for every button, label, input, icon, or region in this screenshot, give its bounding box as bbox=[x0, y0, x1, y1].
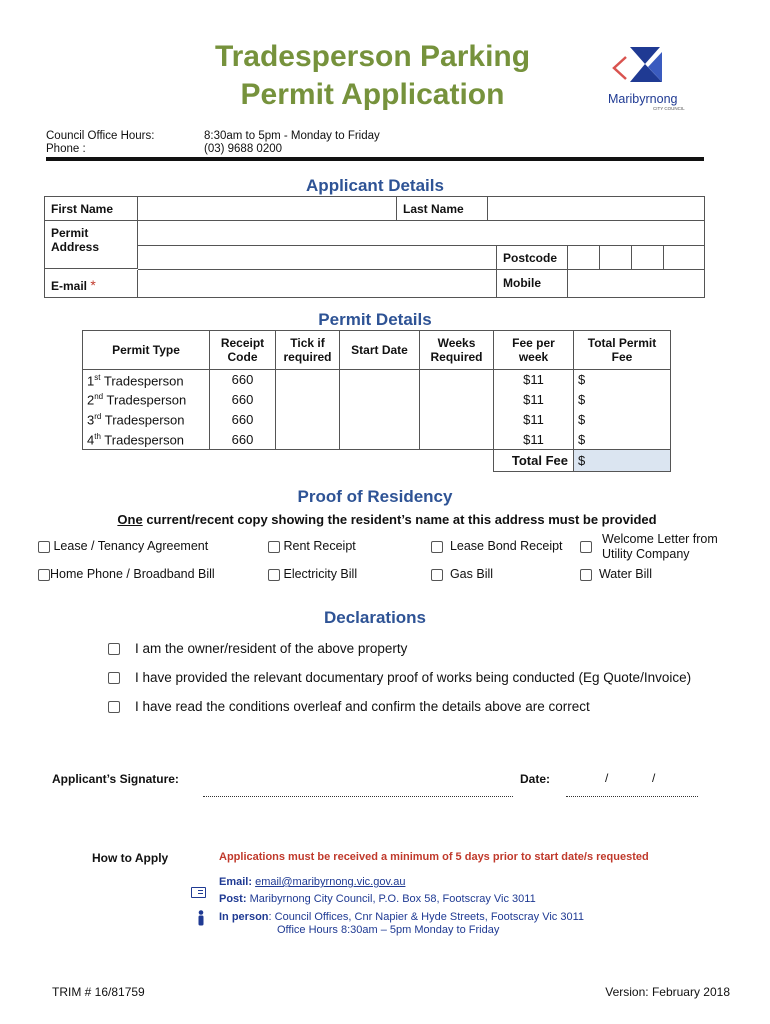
checkbox[interactable] bbox=[431, 541, 443, 553]
date-line[interactable] bbox=[566, 796, 698, 797]
postcode-digit-2[interactable] bbox=[600, 246, 632, 270]
date-slash-2: / bbox=[652, 771, 656, 785]
permit-address-field-1[interactable] bbox=[138, 221, 704, 246]
signature-line[interactable] bbox=[203, 796, 513, 797]
total-fee-cell[interactable]: $ bbox=[574, 430, 671, 450]
permit-type: Tradesperson bbox=[104, 431, 185, 447]
residency-option-label: Water Bill bbox=[598, 567, 652, 581]
postcode-label: Postcode bbox=[496, 246, 568, 270]
email-contact-label: Email: bbox=[219, 876, 253, 888]
weeks-cell[interactable] bbox=[420, 410, 494, 430]
permit-row bbox=[83, 370, 671, 390]
email-label bbox=[45, 270, 138, 297]
residency-note-text: current/recent copy showing the resident’s name at this address must be provided bbox=[142, 512, 657, 527]
declaration-owner[interactable] bbox=[108, 641, 407, 656]
declaration-text: I have provided the relevant documentary proof of works being conducted (Eg Quote/Invoice) bbox=[135, 670, 692, 685]
tick-cell[interactable] bbox=[276, 370, 340, 390]
last-name-label: Last Name bbox=[396, 197, 488, 221]
weeks-cell[interactable] bbox=[420, 370, 494, 390]
residency-option-gas[interactable] bbox=[431, 567, 493, 581]
in-person-address: : Council Offices, Cnr Napier & Hyde Streets, Footscray Vic 3011 bbox=[268, 911, 584, 923]
residency-option-label: Rent Receipt bbox=[283, 539, 356, 553]
proof-of-residency-heading: Proof of Residency bbox=[297, 487, 453, 506]
postcode-digit-3[interactable] bbox=[632, 246, 664, 270]
office-hours-value: 8:30am to 5pm - Monday to Friday bbox=[204, 130, 380, 142]
ordinal: 3 bbox=[87, 412, 95, 428]
weeks-cell[interactable] bbox=[420, 430, 494, 450]
residency-note bbox=[46, 512, 728, 527]
permit-type-cell bbox=[83, 430, 210, 450]
total-fee-value[interactable]: $ bbox=[574, 450, 671, 472]
col-tick-if-required: Tick if required bbox=[276, 331, 340, 370]
in-person-label: In person bbox=[219, 911, 269, 923]
checkbox[interactable] bbox=[108, 672, 120, 684]
form-title-line-1: Tradesperson Parking bbox=[214, 40, 531, 73]
applicant-details-box bbox=[44, 196, 705, 298]
start-date-cell[interactable] bbox=[340, 430, 420, 450]
weeks-cell[interactable] bbox=[420, 390, 494, 410]
start-date-cell[interactable] bbox=[340, 390, 420, 410]
email-link[interactable]: email@maribyrnong.vic.gov.au bbox=[255, 876, 406, 888]
email-field[interactable] bbox=[138, 270, 496, 297]
residency-option-welcome-letter[interactable] bbox=[580, 539, 592, 553]
mail-icon bbox=[191, 887, 206, 898]
first-name-field[interactable] bbox=[138, 197, 396, 221]
residency-option-label: Home Phone / Broadband Bill bbox=[50, 567, 215, 581]
permit-address-field-2[interactable] bbox=[138, 246, 496, 270]
postcode-digit-1[interactable] bbox=[568, 246, 600, 270]
col-start-date: Start Date bbox=[340, 331, 420, 370]
total-fee-cell[interactable]: $ bbox=[574, 410, 671, 430]
permit-type: Tradesperson bbox=[103, 373, 184, 389]
permit-row bbox=[83, 390, 671, 410]
receipt-code: 660 bbox=[210, 410, 276, 430]
trim-number: TRIM # 16/81759 bbox=[52, 985, 145, 999]
permit-address-label bbox=[45, 221, 138, 269]
post-label: Post: bbox=[219, 893, 247, 905]
logo-subtext: CITY COUNCIL bbox=[653, 106, 685, 111]
date-slash-1: / bbox=[605, 771, 609, 785]
residency-option-label: Electricity Bill bbox=[283, 567, 358, 581]
receipt-code: 660 bbox=[210, 390, 276, 410]
tick-cell[interactable] bbox=[276, 410, 340, 430]
required-asterisk: * bbox=[90, 277, 96, 293]
col-weeks-required: Weeks Required bbox=[420, 331, 494, 370]
tick-cell[interactable] bbox=[276, 390, 340, 410]
residency-option-electricity[interactable] bbox=[268, 567, 357, 581]
how-to-apply-label: How to Apply bbox=[92, 851, 169, 865]
col-permit-type: Permit Type bbox=[83, 331, 210, 370]
residency-option-rent[interactable] bbox=[268, 539, 356, 553]
residency-option-phone-bill[interactable] bbox=[38, 567, 215, 581]
submission-notice: Applications must be received a minimum of 5 days prior to start date/s requested bbox=[219, 851, 649, 863]
applicant-details-heading: Applicant Details bbox=[306, 176, 444, 195]
declarations-heading: Declarations bbox=[323, 608, 427, 627]
phone-value: (03) 9688 0200 bbox=[204, 143, 283, 155]
in-person-hours: Office Hours 8:30am – 5pm Monday to Friday bbox=[277, 924, 500, 936]
checkbox[interactable] bbox=[580, 541, 592, 553]
residency-option-label: Lease Bond Receipt bbox=[449, 539, 563, 553]
welcome-letter-label-line-2: Utility Company bbox=[602, 547, 690, 561]
council-logo-mark bbox=[600, 42, 710, 94]
col-fee-per-week: Fee per week bbox=[494, 331, 574, 370]
residency-option-water[interactable] bbox=[580, 567, 652, 581]
checkbox[interactable] bbox=[268, 541, 280, 553]
welcome-letter-label bbox=[602, 532, 718, 562]
permit-details-heading: Permit Details bbox=[318, 310, 432, 329]
checkbox[interactable] bbox=[108, 643, 120, 655]
total-fee-cell[interactable]: $ bbox=[574, 390, 671, 410]
residency-note-emphasis: One bbox=[117, 512, 143, 527]
permit-type-cell bbox=[83, 370, 210, 390]
permit-row bbox=[83, 430, 671, 450]
permit-address-label-line-1: Permit bbox=[51, 226, 89, 240]
declaration-text: I am the owner/resident of the above property bbox=[135, 641, 408, 656]
checkbox[interactable] bbox=[431, 569, 443, 581]
logo-text: Maribyrnong bbox=[608, 92, 678, 106]
col-receipt-code: Receipt Code bbox=[210, 331, 276, 370]
ordinal-suffix: rd bbox=[94, 411, 102, 421]
receipt-code: 660 bbox=[210, 370, 276, 390]
permit-type: Tradesperson bbox=[104, 412, 185, 428]
welcome-letter-label-line-1: Welcome Letter from bbox=[602, 532, 718, 546]
start-date-cell[interactable] bbox=[340, 410, 420, 430]
ordinal-suffix: st bbox=[94, 373, 101, 383]
post-line bbox=[219, 893, 536, 905]
residency-option-label: Lease / Tenancy Agreement bbox=[53, 539, 209, 553]
fee-per-week: $11 bbox=[494, 410, 574, 430]
ordinal: 1 bbox=[87, 373, 95, 389]
checkbox[interactable] bbox=[38, 541, 50, 553]
col-total-permit-fee: Total Permit Fee bbox=[574, 331, 671, 370]
fee-per-week: $11 bbox=[494, 390, 574, 410]
declaration-text: I have read the conditions overleaf and confirm the details above are correct bbox=[135, 699, 590, 714]
ordinal-suffix: th bbox=[94, 431, 101, 441]
permit-type-cell bbox=[83, 390, 210, 410]
checkbox[interactable] bbox=[108, 701, 120, 713]
fee-per-week: $11 bbox=[494, 430, 574, 450]
header-divider bbox=[46, 157, 704, 161]
mobile-field[interactable] bbox=[568, 270, 704, 297]
permit-type: Tradesperson bbox=[106, 392, 187, 408]
version-label: Version: February 2018 bbox=[605, 985, 730, 999]
tick-cell[interactable] bbox=[276, 430, 340, 450]
permit-address-label-line-2: Address bbox=[51, 240, 100, 254]
post-address: Maribyrnong City Council, P.O. Box 58, Footscray Vic 3011 bbox=[249, 893, 536, 905]
declaration-proof[interactable] bbox=[108, 670, 691, 685]
postcode-digit-4[interactable] bbox=[664, 246, 704, 270]
declaration-conditions[interactable] bbox=[108, 699, 590, 714]
checkbox[interactable] bbox=[580, 569, 592, 581]
permit-details-table bbox=[82, 330, 671, 472]
total-fee-label: Total Fee bbox=[494, 450, 574, 472]
ordinal: 4 bbox=[87, 431, 95, 447]
ordinal-suffix: nd bbox=[94, 391, 104, 401]
total-fee-cell[interactable]: $ bbox=[574, 370, 671, 390]
residency-option-lease[interactable] bbox=[38, 539, 208, 553]
in-person-line bbox=[219, 911, 584, 923]
fee-per-week: $11 bbox=[494, 370, 574, 390]
start-date-cell[interactable] bbox=[340, 370, 420, 390]
checkbox[interactable] bbox=[268, 569, 280, 581]
phone-label: Phone : bbox=[46, 143, 86, 155]
permit-type-cell bbox=[83, 410, 210, 430]
email-label-text: E-mail bbox=[51, 279, 88, 293]
first-name-label: First Name bbox=[45, 197, 138, 221]
mobile-label: Mobile bbox=[496, 270, 568, 297]
signature-label: Applicant’s Signature: bbox=[52, 772, 179, 786]
council-logo bbox=[600, 42, 710, 114]
email-line bbox=[219, 876, 405, 888]
form-title-line-2: Permit Application bbox=[240, 78, 505, 111]
residency-option-bond[interactable] bbox=[431, 539, 563, 553]
last-name-field[interactable] bbox=[488, 197, 704, 221]
ordinal: 2 bbox=[87, 392, 95, 408]
checkbox[interactable] bbox=[38, 569, 50, 581]
receipt-code: 660 bbox=[210, 430, 276, 450]
date-label: Date: bbox=[520, 772, 551, 786]
person-icon bbox=[196, 910, 206, 931]
office-hours-label: Council Office Hours: bbox=[46, 130, 155, 142]
residency-option-label: Gas Bill bbox=[449, 567, 494, 581]
permit-row bbox=[83, 410, 671, 430]
